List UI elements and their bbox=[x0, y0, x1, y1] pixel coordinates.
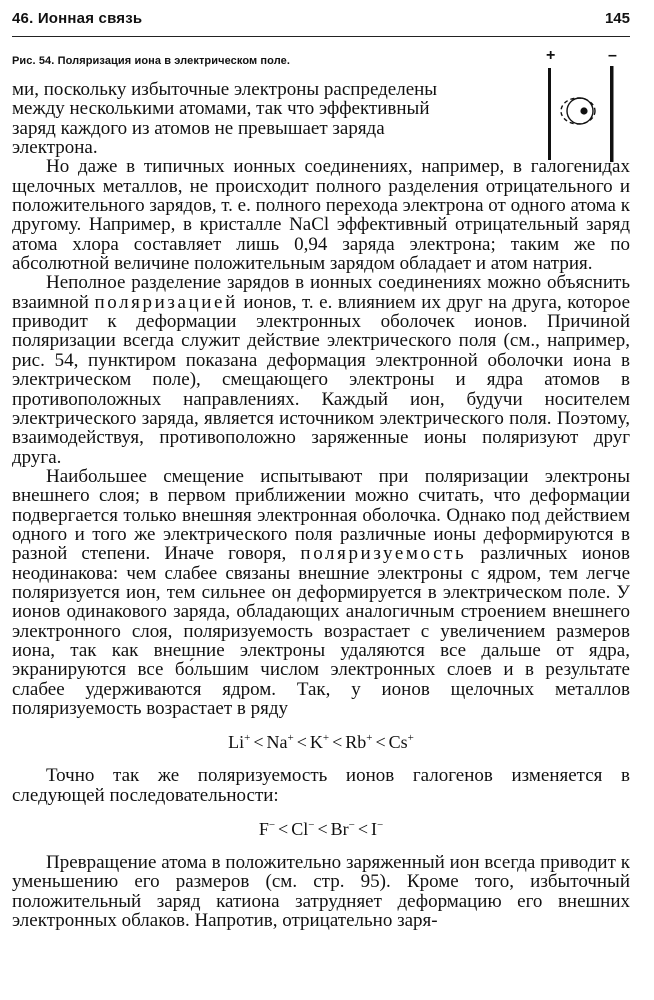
paragraph-1: ми, поскольку избыточные электроны распределены между несколькими атомами, так что эффективный заряд каждого из атомов не превышает заряда электрона. bbox=[12, 79, 438, 159]
paragraph-2: Но даже в типичных ионных соединениях, например, в галогенидах щелочных металлов, не происходит полного разделения отрицательного и положительного зарядов, т. е. полного перехода электрона от одного атома к другому. Например, в кристалле NaCl эффективный отрицательный заряд атома хлора составляет лишь 0,94 заряда электрона; таким же по абсолютной величине положительным зарядом обладает и атом натрия. bbox=[12, 156, 630, 275]
paragraph-4: Наибольшее смещение испытывают при поляризации электроны внешнего слоя; в первом приближении можно считать, что деформации подвергается только внешняя электронная оболочка. Однако под действием одного и того же электрического поля различные ионы деформируются в разной степени. Иначе говоря, поляризуемость различных ионов неодинакова: чем слабее связаны внешние электроны с ядром, тем легче поляризуется ион, тем сильнее он деформируется в электрическом поле. У ионов одинакового заряда, обладающих аналогичным строением внешнего электронного слоя, поляризуемость возрастает с увеличением размеров иона, так как внешние электроны удаляются все дальше от ядра, экранируются все бо́льшим числом электронных слоев и в результате слабее удерживаются ядром. Так, у ионов щелочных металлов поляризуемость возрастает в ряду bbox=[12, 465, 631, 719]
plus-label: + bbox=[546, 47, 556, 64]
paragraph-6: Превращение атома в положительно заряженный ион всегда приводит к уменьшению его размеров (см. стр. 95). Кроме того, избыточный положительный заряд катиона затрудняет деформацию его внешних электронных облаков. Напротив, отрицательно заря- bbox=[12, 852, 630, 932]
term-polarization: поляризацией bbox=[94, 291, 238, 313]
running-header bbox=[12, 10, 630, 34]
figure-caption: Рис. 54. Поляризация иона в электрическом поле. bbox=[12, 55, 291, 67]
formula-alkali-series: Li+ < Na+ < K+ < Rb+ < Cs+ bbox=[228, 732, 414, 753]
minus-label: – bbox=[608, 47, 617, 64]
body-text bbox=[12, 80, 630, 930]
paragraph-3: Неполное разделение зарядов в ионных соединениях можно объяснить взаимной поляризацией ионов, т. е. влиянием их друг на друга, которое приводит к деформации электронных оболочек ионов. Причиной поляризации всегда служит действие электрического поля (см., например, рис. 54, пунктиром показана деформация электронной оболочки иона в электрическом поле), смещающего электроны и ядра атомов в противоположных направлениях. Каждый ион, будучи носителем электрического заряда, является источником электрического поля. Поэтому, взаимодействуя, противоположно заряженные ионы поляризуют друг друга. bbox=[12, 272, 630, 468]
formula-halogen-series: F− < Cl− < Br− < I− bbox=[258, 819, 384, 840]
paragraph-5: Точно так же поляризуемость ионов галогенов изменяется в следующей последовательности: bbox=[12, 765, 630, 806]
header-rule bbox=[12, 36, 630, 37]
term-polarizability: поляризуемость bbox=[300, 543, 467, 565]
section-title: 46. Ионная связь bbox=[12, 10, 143, 27]
page-number: 145 bbox=[604, 10, 630, 27]
